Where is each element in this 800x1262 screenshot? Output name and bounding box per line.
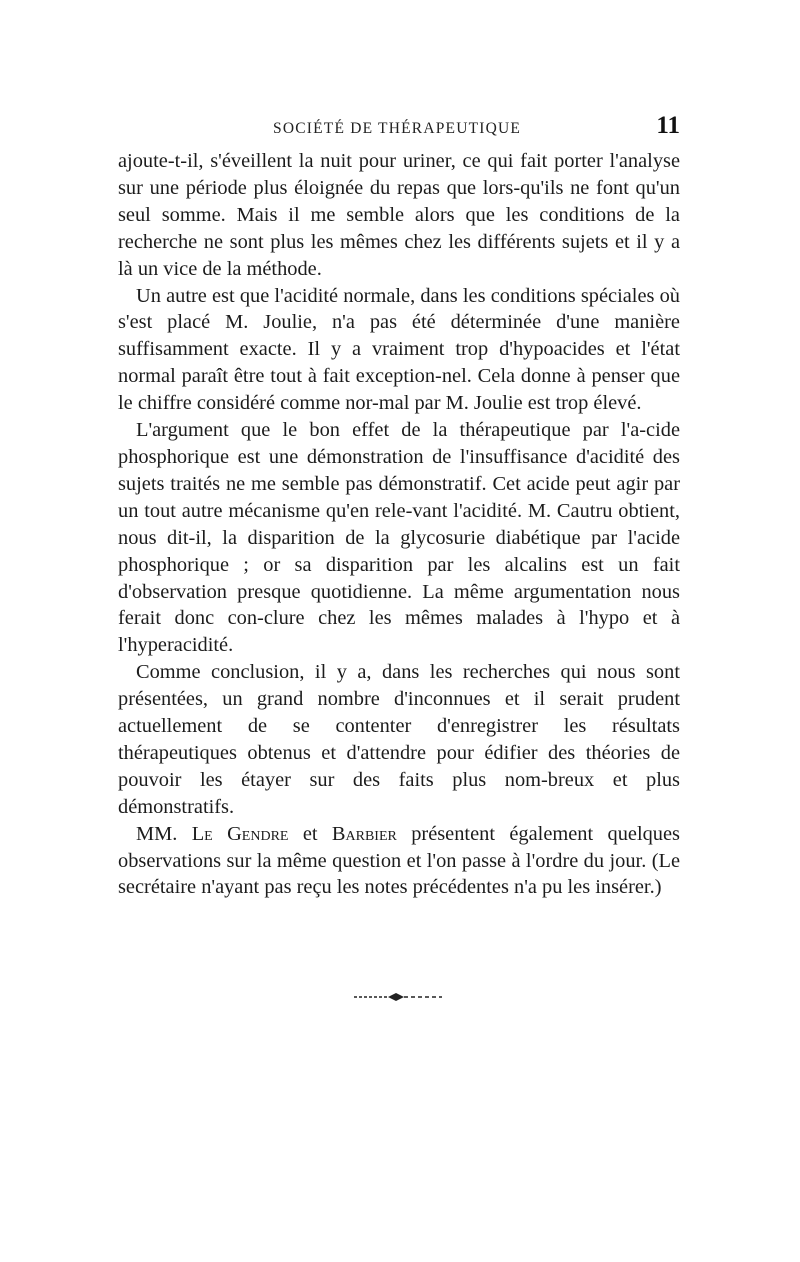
closing-lead: MM.	[136, 822, 192, 845]
end-ornament-icon	[352, 990, 444, 1004]
paragraph-conclusion: Comme conclusion, il y a, dans les recherches qui nous sont présentées, un grand nombre d'inconnues et il serait prudent actuellement de se contenter d'enregistrer les résultats thérapeutiques obtenus et d'attendre pour édifier des théories de pouvoir les étayer sur des faits plus nom-breux et plus démonstratifs.	[118, 661, 680, 818]
paragraph-continuation: ajoute-t-il, s'éveillent la nuit pour uriner, ce qui fait porter l'analyse sur une période plus éloignée du repas que lors-qu'ils ne font qu'un seul somme. Mais il me semble alors que les conditions de la recherche ne sont plus les mêmes chez les différents sujets et il y a là un vice de la méthode.	[118, 150, 680, 280]
body-text	[118, 148, 680, 901]
paragraph-phosphoric-acid-argument: L'argument que le bon effet de la thérapeutique par l'a-cide phosphorique est une démonstration de l'insuffisance d'acidité des sujets traités ne me semble pas démonstratif. Cet acide peut agir par un tout autre mécanisme qu'en rele-vant l'acidité. M. Cautru obtient, nous dit-il, la disparition de la glycosurie diabétique par l'acide phosphorique ; or sa disparition par les alcalins est un fait d'observation presque quotidienne. La même argumentation nous ferait donc con-clure chez les mêmes malades à l'hypo et à l'hyperacidité.	[118, 419, 680, 657]
closing-rest: présentent également quelques observations sur la même question et l'on passe à l'ordre du jour. (Le secrétaire n'ayant pas reçu les notes précédentes n'a pu les insérer.)	[118, 822, 680, 899]
paragraph-acidity-norm: Un autre est que l'acidité normale, dans les conditions spéciales où s'est placé M. Joulie, n'a pas été déterminée d'une manière suffisamment exacte. Il y a vraiment trop d'hypoacides et l'état normal paraît être tout à fait exception-nel. Cela donne à penser que le chiffre considéré comme nor-mal par M. Joulie est trop élevé.	[118, 284, 680, 415]
paragraph-closing-note	[118, 821, 680, 902]
closing-mid: et	[288, 822, 332, 845]
running-header	[118, 112, 680, 152]
running-title: SOCIÉTÉ DE THÉRAPEUTIQUE	[273, 120, 522, 137]
author-name-le-gendre: Le Gendre	[191, 822, 289, 845]
page-number: 11	[656, 112, 680, 139]
author-name-barbier: Barbier	[331, 822, 397, 845]
